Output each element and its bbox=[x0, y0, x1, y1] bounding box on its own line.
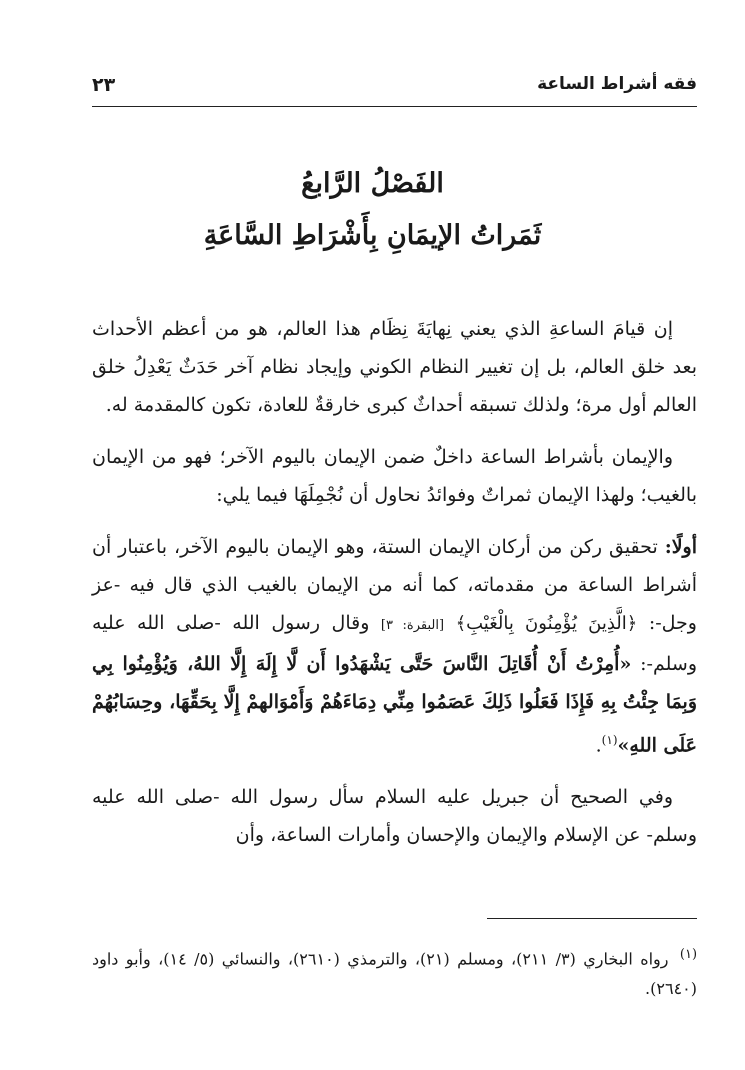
footnotes bbox=[92, 940, 697, 1004]
quran-verse: ﴿الَّذِينَ يُؤْمِنُونَ بِالْغَيْبِ﴾ bbox=[455, 613, 638, 634]
running-header bbox=[92, 70, 697, 107]
point-lead: أولًا: bbox=[664, 536, 697, 558]
footnote-divider bbox=[487, 918, 697, 919]
paragraph-3 bbox=[92, 528, 697, 764]
paragraph-2: والإيمان بأشراط الساعة داخلٌ ضمن الإيمان باليوم الآخر؛ فهو من الإيمان بالغيب؛ ولهذا الإيمان ثمراتٌ وفوائدُ نحاول أن نُجْمِلَهَا فيما يلي: bbox=[92, 446, 697, 506]
hadith-intro: وقال رسول الله -صلى الله عليه وسلم-: bbox=[92, 612, 697, 675]
sentence-end: . bbox=[595, 734, 602, 757]
paragraph-1: إن قيامَ الساعةِ الذي يعني نِهايَةَ نِظَام هذا العالم، هو من أعظم الأحداث بعد خلق العالم، بل إن تغيير النظام الكوني وإيجاد نظام آخر حَدَثٌ يَعْدِلُ خلق العالم أول مرة؛ ولذلك تسبقه أحداثٌ كبرى خارقةٌ للعادة، تكون كالمقدمة له. bbox=[92, 318, 697, 416]
body-text bbox=[92, 310, 697, 868]
footnote-text: رواه البخاري (٣/ ٢١١)، ومسلم (٢١)، والترمذي (٢٦١٠)، والنسائي (٥/ ١٤)، وأبو داود (٢٦٤٠). bbox=[92, 949, 697, 999]
paragraph-4: وفي الصحيح أن جبريل عليه السلام سأل رسول الله -صلى الله عليه وسلم- عن الإسلام والإيمان والإحسان وأمارات الساعة، وأن bbox=[92, 786, 697, 847]
footnote-number: (١) bbox=[679, 947, 698, 962]
footnote-reference: (١) bbox=[601, 733, 618, 747]
hadith-text: «أُمِرْتُ أَنْ أُقَاتِلَ النَّاسَ حَتَّى يَشْهَدُوا أَن لَّا إِلَهَ إِلَّا اللهُ، وَيُؤْمِنُوا بِي وَبِمَا جِئْتُ بِهِ فَإِذَا فَعَلُوا ذَلِكَ عَصَمُوا مِنِّي دِمَاءَهُمْ وَأَمْوَالهمْ إِلَّا بِحَقِّهَا، وحِسَابُهُمْ عَلَى اللهِ» bbox=[92, 653, 697, 757]
chapter-title: ثَمَراتُ الإيمَانِ بِأَشْرَاطِ السَّاعَةِ bbox=[203, 220, 542, 251]
chapter-label: الفَصْلُ الرَّابعُ bbox=[301, 168, 444, 199]
verse-citation: [البقرة: ٣] bbox=[380, 618, 445, 633]
footnote-item bbox=[92, 940, 697, 1004]
point-text: تحقيق ركن من أركان الإيمان الستة، وهو الإيمان باليوم الآخر، باعتبار أن أشراط الساعة من مقدماته، كما أنه من الإيمان بالغيب الذي قال فيه -عز وجل-: bbox=[92, 536, 697, 634]
running-title: فقه أشراط الساعة bbox=[537, 74, 697, 94]
page-number: ٢٣ bbox=[92, 74, 116, 96]
